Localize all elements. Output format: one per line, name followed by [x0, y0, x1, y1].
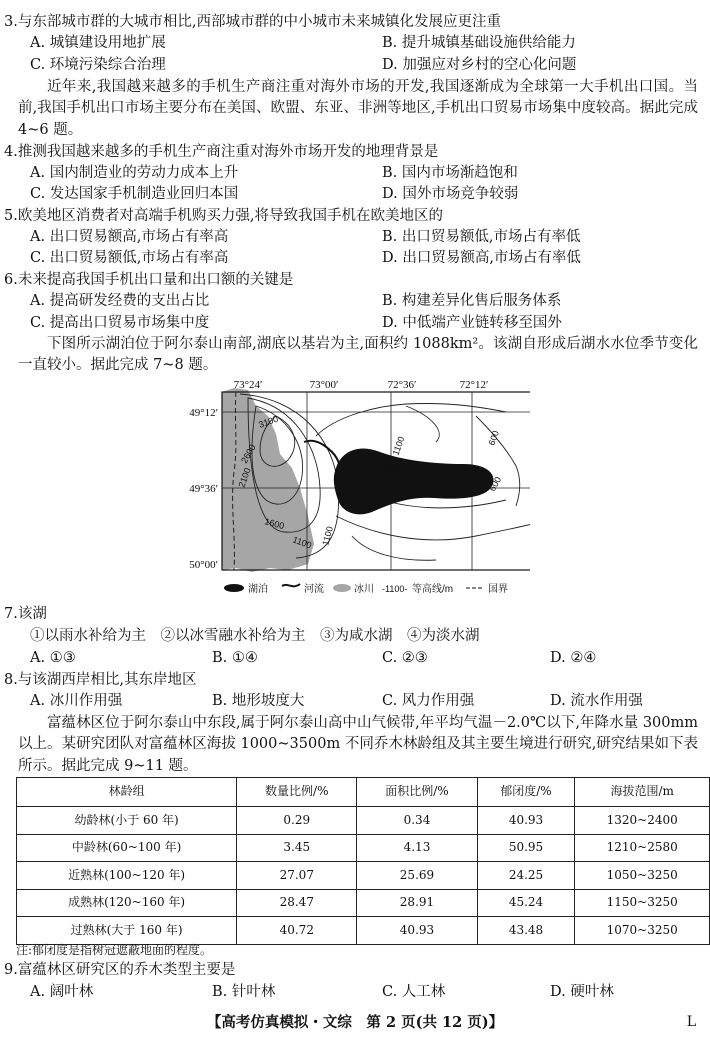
q8-stem: 8.与该湖西岸相比,其东岸地区	[4, 672, 197, 688]
q9-option-d: D. 硬叶林	[550, 984, 614, 1000]
q4-option-c: C. 发达国家手机制造业回归本国	[30, 186, 239, 202]
table-cell: 45.24	[477, 889, 575, 917]
table-header: 面积比例/%	[357, 778, 477, 807]
table-row	[17, 889, 710, 917]
table-row	[17, 862, 710, 890]
q9-option-b: B. 针叶林	[212, 984, 276, 1000]
legend-lake-swatch	[224, 584, 244, 592]
table-header-row	[17, 778, 710, 807]
table-cell: 28.91	[357, 889, 477, 917]
table-note: 注:郁闭度是指树冠遮蔽地面的程度。	[16, 943, 213, 957]
table-cell: 近熟林(100~120 年)	[17, 862, 237, 890]
lon-label-1: 73°24′	[233, 379, 263, 391]
q3-option-b: B. 提升城镇基础设施供给能力	[382, 35, 576, 51]
passage-9-11: 富蕴林区位于阿尔泰山中东段,属于阿尔泰山高中山气候带,年平均气温－2.0℃以下,年降水量 300mm 以上。某研究团队对富蕴林区海拔 1000~3500m 不同乔木林龄组及其主要生境进行研究,研究结果如下表所示。据此完成 9~11 题。	[18, 715, 698, 774]
q5-option-a: A. 出口贸易额高,市场占有率高	[30, 229, 229, 245]
legend-border-label: 国界	[488, 584, 508, 595]
contour-label-2100: 2100	[236, 466, 253, 489]
table-header: 郁闭度/%	[477, 778, 575, 807]
table-header: 数量比例/%	[237, 778, 357, 807]
q6-option-d: D. 中低端产业链转移至国外	[382, 315, 562, 331]
lon-label-3: 72°36′	[387, 379, 417, 391]
q9-option-a: A. 阔叶林	[30, 984, 94, 1000]
q7-statements: ①以雨水补给为主 ②以冰雪融水补给为主 ③为咸水湖 ④为淡水湖	[30, 628, 480, 644]
legend-glacier-label: 冰川	[354, 584, 374, 595]
passage-7-8: 下图所示湖泊位于阿尔泰山南部,湖底以基岩为主,面积约 1088km²。该湖自形成后湖水水位季节变化一直较小。据此完成 7~8 题。	[18, 336, 698, 374]
lake-topographic-map	[176, 376, 530, 600]
q4-option-a: A. 国内制造业的劳动力成本上升	[30, 165, 239, 181]
table-cell: 1050~3250	[575, 862, 710, 890]
table-cell: 过熟林(大于 160 年)	[17, 917, 237, 945]
lake	[334, 449, 494, 515]
table-row	[17, 834, 710, 862]
table-header: 海拔范围/m	[575, 778, 710, 807]
forest-age-table	[16, 777, 710, 945]
legend-glacier-swatch	[333, 584, 351, 592]
table-cell: 4.13	[357, 834, 477, 862]
table-cell: 1320~2400	[575, 807, 710, 835]
q8-option-b: B. 地形坡度大	[212, 693, 305, 709]
lat-label-2: 49°36′	[189, 483, 218, 495]
q8-option-a: A. 冰川作用强	[30, 693, 123, 709]
lat-label-3: 50°00′	[189, 559, 218, 571]
legend-lake-label: 湖泊	[248, 584, 268, 595]
table-cell: 1210~2580	[575, 834, 710, 862]
map-legend	[224, 582, 508, 595]
contour-label-600-b: 600	[486, 429, 502, 447]
contour-label-3100: 3100	[257, 413, 280, 430]
table-cell: 25.69	[357, 862, 477, 890]
table-cell: 40.72	[237, 917, 357, 945]
q5-option-c: C. 出口贸易额低,市场占有率高	[30, 250, 229, 266]
legend-contour-sample: -1100-	[382, 584, 408, 594]
q3-option-d: D. 加强应对乡村的空心化问题	[382, 57, 577, 73]
table-cell: 1070~3250	[575, 917, 710, 945]
footer-mark: L	[686, 1014, 696, 1030]
q6-stem: 6.未来提高我国手机出口量和出口额的关键是	[4, 272, 294, 288]
table-cell: 40.93	[477, 807, 575, 835]
q7-stem: 7.该湖	[4, 606, 47, 622]
table-cell: 43.48	[477, 917, 575, 945]
q6-option-a: A. 提高研发经费的支出占比	[30, 293, 210, 309]
table-cell: 0.34	[357, 807, 477, 835]
q3-option-c: C. 环境污染综合治理	[30, 57, 166, 73]
table-cell: 幼龄林(小于 60 年)	[17, 807, 237, 835]
contour-label-2600: 2600	[239, 442, 258, 465]
page-footer: 【高考仿真模拟・文综 第 2 页(共 12 页)】	[206, 1014, 504, 1031]
table-cell: 27.07	[237, 862, 357, 890]
table-cell: 40.93	[357, 917, 477, 945]
legend-river-swatch	[282, 584, 300, 586]
q3-option-a: A. 城镇建设用地扩展	[30, 35, 166, 51]
q7-option-d: D. ②④	[550, 650, 597, 666]
table-cell: 1150~3250	[575, 889, 710, 917]
q7-option-b: B. ①④	[212, 650, 258, 666]
lat-label-1: 49°12′	[189, 407, 218, 419]
q8-option-c: C. 风力作用强	[382, 693, 475, 709]
q6-option-c: C. 提高出口贸易市场集中度	[30, 315, 210, 331]
contour-label-1600: 1600	[263, 516, 286, 532]
q4-stem: 4.推测我国越来越多的手机生产商注重对海外市场开发的地理背景是	[4, 144, 439, 160]
table-cell: 28.47	[237, 889, 357, 917]
q5-option-d: D. 出口贸易额高,市场占有率低	[382, 250, 581, 266]
legend-river-label: 河流	[304, 584, 324, 595]
contour-label-600-a: 600	[381, 460, 399, 473]
table-cell: 24.25	[477, 862, 575, 890]
latitude-labels	[189, 407, 218, 571]
q8-option-d: D. 流水作用强	[550, 693, 643, 709]
table-row	[17, 807, 710, 835]
longitude-labels	[234, 379, 489, 391]
contour-label-1100-b: 1100	[320, 525, 335, 547]
q5-stem: 5.欧美地区消费者对高端手机购买力强,将导致我国手机在欧美地区的	[4, 208, 443, 224]
table-header: 林龄组	[17, 778, 237, 807]
q6-option-b: B. 构建差异化售后服务体系	[382, 293, 562, 309]
table-cell: 0.29	[237, 807, 357, 835]
q4-option-b: B. 国内市场渐趋饱和	[382, 165, 518, 181]
table-cell: 3.45	[237, 834, 357, 862]
q7-option-c: C. ②③	[382, 650, 428, 666]
table-cell: 50.95	[477, 834, 575, 862]
table-cell: 中龄林(60~100 年)	[17, 834, 237, 862]
q3-stem: 3.与东部城市群的大城市相比,西部城市群的中小城市未来城镇化发展应更注重	[4, 14, 501, 30]
q9-option-c: C. 人工林	[382, 984, 446, 1000]
q9-stem: 9.富蕴林区研究区的乔木类型主要是	[4, 962, 236, 978]
contour-label-1100-a: 1100	[291, 534, 313, 551]
contour-label-600-c: 600	[487, 474, 504, 493]
q4-option-d: D. 国外市场竞争较弱	[382, 186, 519, 202]
legend-contour-label: 等高线/m	[412, 584, 454, 595]
contour-label-1100-c: 1100	[390, 435, 407, 457]
lon-label-4: 72°12′	[459, 379, 489, 391]
q7-option-a: A. ①③	[30, 650, 76, 666]
passage-4-6: 近年来,我国越来越多的手机生产商注重对海外市场的开发,我国逐渐成为全球第一大手机出口国。当前,我国手机出口市场主要分布在美国、欧盟、东亚、非洲等地区,手机出口贸易市场集中度较高。据此完成 4~6 题。	[18, 79, 698, 138]
q5-option-b: B. 出口贸易额低,市场占有率低	[382, 229, 581, 245]
table-cell: 成熟林(120~160 年)	[17, 889, 237, 917]
lon-label-2: 73°00′	[309, 379, 339, 391]
